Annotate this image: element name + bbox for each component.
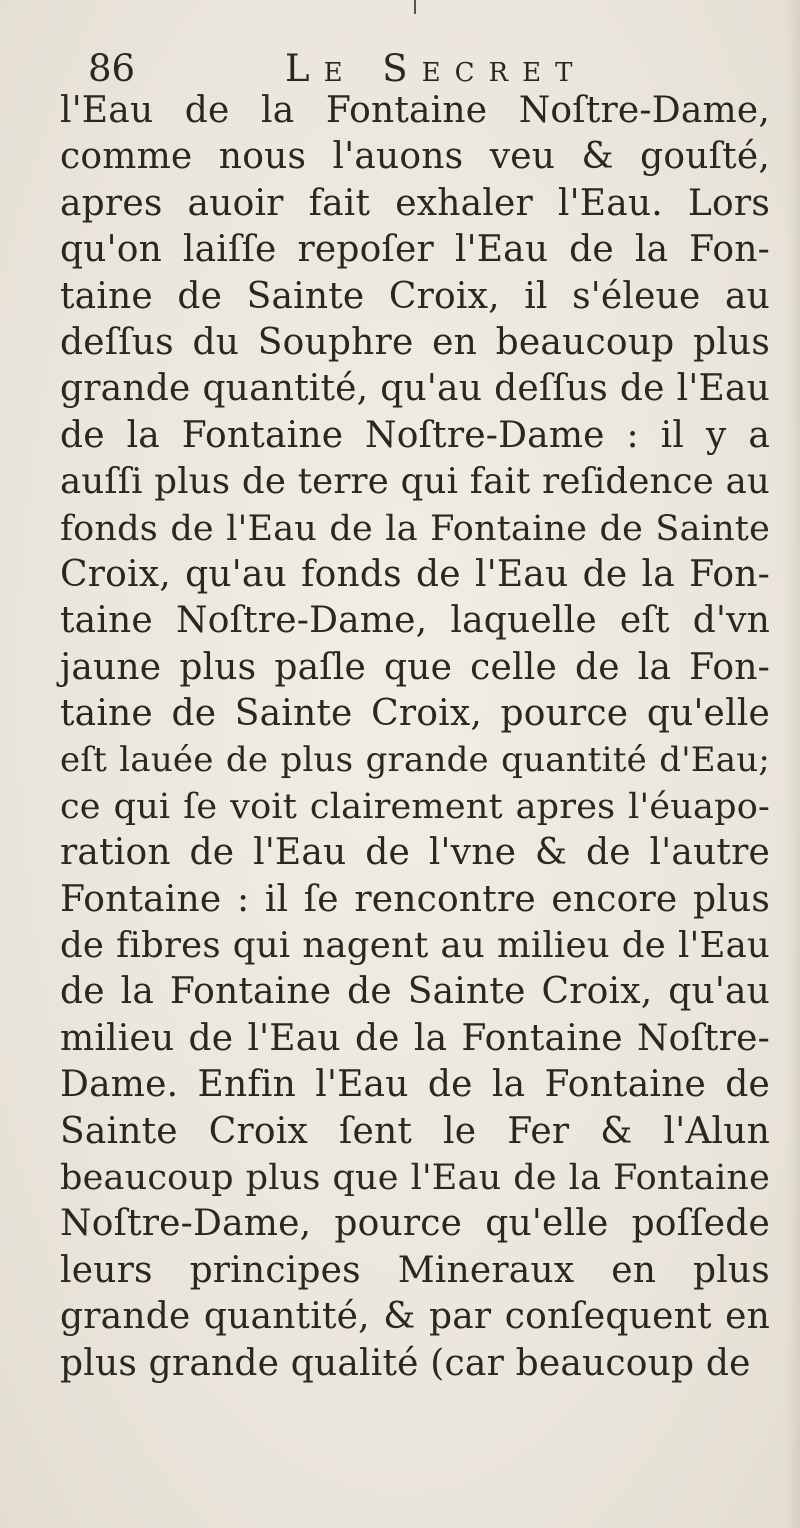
text-line: plus grande qualité (car beaucoup de — [60, 1342, 751, 1384]
top-edge-mark — [414, 0, 416, 14]
text-line: l'Eau de la Fontaine Noſtre-Dame, — [60, 90, 770, 131]
text-line: auſſi plus de terre qui fait reſidence au — [60, 461, 770, 503]
page-number: 86 — [88, 47, 136, 90]
text-line: apres auoir fait exhaler l'Eau. Lors — [60, 182, 770, 224]
text-line: eſt lauée de plus grande quantité d'Eau; — [60, 740, 770, 781]
text-line: grande quantité, qu'au deſſus de l'Eau — [60, 368, 770, 410]
text-line: de la Fontaine de Sainte Croix, qu'au — [60, 971, 770, 1013]
text-line: Fontaine : il ſe rencontre encore plus — [60, 878, 770, 920]
running-head — [88, 46, 768, 92]
text-line: milieu de l'Eau de la Fontaine Noſtre- — [60, 1017, 770, 1059]
text-line: taine de Sainte Croix, pource qu'elle — [60, 693, 770, 735]
text-line: ce qui ſe voit clairement apres l'éuapo- — [60, 786, 770, 827]
text-line: Dame. Enfin l'Eau de la Fontaine de — [60, 1064, 770, 1106]
text-line: de fibres qui nagent au milieu de l'Eau — [60, 925, 770, 967]
binding-shadow — [786, 0, 800, 1528]
text-line: Croix, qu'au fonds de l'Eau de la Fon- — [60, 553, 770, 595]
text-line: de la Fontaine Noſtre-Dame : il y a — [60, 414, 770, 456]
text-line: qu'on laiſſe repoſer l'Eau de la Fon- — [60, 229, 770, 271]
text-line: comme nous l'auons veu & gouſté, — [60, 136, 770, 178]
text-line: beaucoup plus que l'Eau de la Fontaine — [60, 1157, 770, 1198]
text-line: fonds de l'Eau de la Fontaine de Sainte — [60, 508, 770, 549]
text-line: leurs principes Mineraux en plus — [60, 1249, 770, 1291]
text-line: grande quantité, & par conſequent en — [60, 1296, 770, 1338]
text-line: ration de l'Eau de l'vne & de l'autre — [60, 832, 770, 874]
text-line: Sainte Croix ſent le Fer & l'Alun — [60, 1110, 770, 1152]
body-text — [60, 88, 770, 1387]
text-line: jaune plus paſle que celle de la Fon- — [60, 646, 770, 688]
text-line: Noſtre-Dame, pource qu'elle poſſede — [60, 1203, 770, 1245]
text-line: deſſus du Souphre en beaucoup plus — [60, 321, 770, 363]
running-title: Le Secret — [285, 47, 587, 90]
text-line: taine Noſtre-Dame, laquelle eſt d'vn — [60, 600, 770, 642]
text-line: taine de Sainte Croix, il s'éleue au — [60, 275, 770, 317]
